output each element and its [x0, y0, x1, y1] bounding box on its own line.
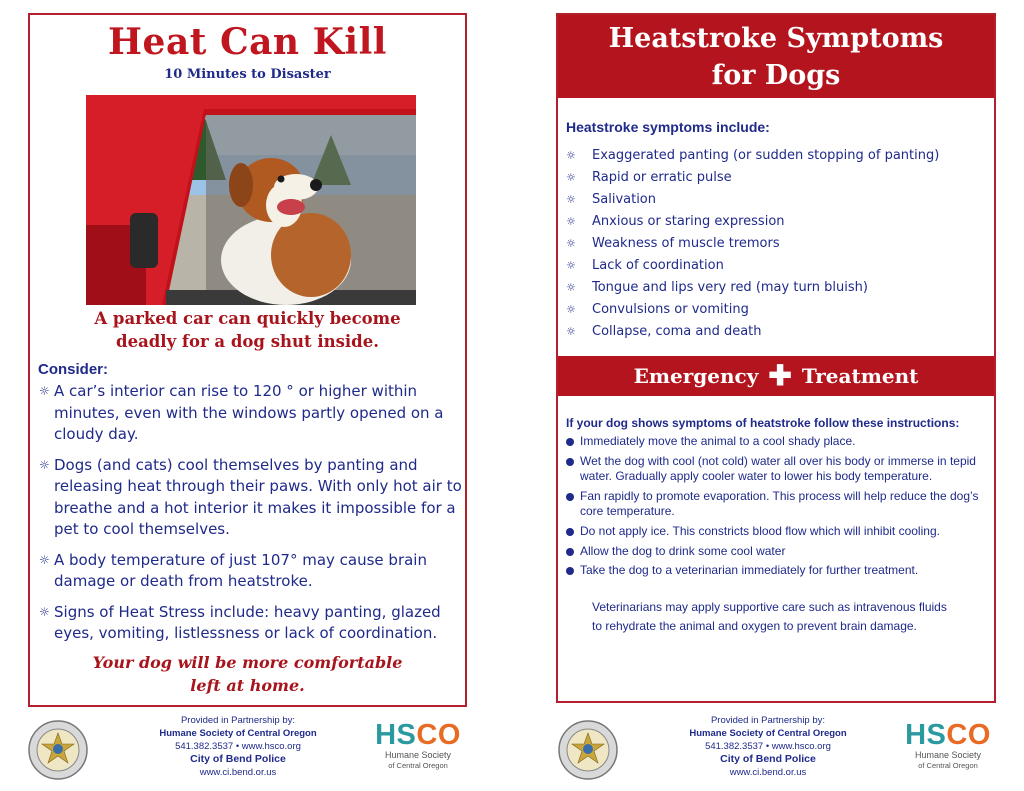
provided-label: Provided in Partnership by:: [710, 715, 826, 726]
tip-text: Dogs (and cats) cool themselves by panting and releasing heat through their paws. With only hot air to breathe and a hot interior it makes it impossible for a pet to cool themselves.: [54, 455, 462, 538]
city-name: City of Bend Police: [720, 753, 816, 765]
treatment-steps-list: [566, 434, 990, 583]
closing-line-1: Your dog will be more comfortable: [92, 653, 403, 672]
tip-text: A car’s interior can rise to 120 ° or higher within minutes, even with the windows partly opened on a cloudy day.: [54, 382, 444, 443]
list-item: [566, 299, 986, 321]
city-url: www.ci.bend.or.us: [199, 767, 277, 778]
symptom-text: Tongue and lips very red (may turn bluish): [592, 280, 868, 295]
list-item: [566, 544, 990, 560]
symptom-text: Exaggerated panting (or sudden stopping of panting): [592, 148, 940, 163]
dog-in-car-photo: [86, 95, 416, 305]
list-item: [566, 145, 986, 167]
consider-label: Consider:: [38, 361, 109, 378]
header-line-1: Heatstroke Symptoms: [608, 23, 944, 54]
treatment-label: Treatment: [801, 364, 919, 388]
circle-sparkle-icon: ☼: [39, 457, 50, 472]
partnership-info: [658, 714, 878, 779]
list-item: [38, 602, 463, 645]
list-item: [566, 255, 986, 277]
list-item: [38, 455, 463, 541]
circle-sparkle-icon: ☼: [39, 552, 50, 567]
police-seal-icon: [28, 720, 88, 780]
right-footer: [548, 710, 1018, 788]
symptom-text: Lack of coordination: [592, 258, 724, 273]
circle-sparkle-icon: ☼: [566, 215, 576, 228]
filled-dot-icon: [566, 493, 574, 501]
circle-sparkle-icon: ☼: [566, 281, 576, 294]
step-text: Do not apply ice. This constricts blood flow which will inhibit cooling.: [580, 523, 940, 538]
filled-dot-icon: [566, 548, 574, 556]
consider-list: [38, 381, 463, 654]
filled-dot-icon: [566, 458, 574, 466]
circle-sparkle-icon: ☼: [566, 171, 576, 184]
city-url: www.ci.bend.or.us: [729, 767, 807, 778]
filled-dot-icon: [566, 438, 574, 446]
symptom-text: Anxious or staring expression: [592, 214, 785, 229]
left-subtitle: 10 Minutes to Disaster: [164, 67, 331, 82]
list-item: [38, 381, 463, 446]
plus-icon: ✚: [768, 359, 792, 392]
left-title: Heat Can Kill: [108, 21, 387, 63]
filled-dot-icon: [566, 528, 574, 536]
veterinarian-note: [592, 598, 982, 636]
provided-label: Provided in Partnership by:: [180, 715, 296, 726]
heatstroke-symptoms-panel: [556, 13, 996, 703]
circle-sparkle-icon: ☼: [566, 325, 576, 338]
hsco-logo-letters: HSCO: [905, 719, 991, 751]
header-line-2: for Dogs: [711, 60, 841, 91]
step-text: Take the dog to a veterinarian immediately for further treatment.: [580, 563, 919, 578]
list-item: [566, 321, 986, 343]
partnership-info: [128, 714, 348, 779]
caption-line-1: A parked car can quickly become: [94, 309, 401, 328]
symptom-text: Convulsions or vomiting: [592, 302, 749, 317]
list-item: [566, 454, 990, 485]
org-name: Humane Society of Central Oregon: [159, 728, 317, 739]
list-item: [566, 489, 990, 520]
circle-sparkle-icon: ☼: [566, 259, 576, 272]
symptom-text: Rapid or erratic pulse: [592, 170, 732, 185]
city-name: City of Bend Police: [190, 753, 286, 765]
list-item: [566, 277, 986, 299]
symptom-text: Weakness of muscle tremors: [592, 236, 780, 251]
hsco-logo-letters: HSCO: [375, 719, 461, 751]
symptoms-heading: Heatstroke symptoms include:: [566, 119, 770, 135]
symptoms-header: [558, 15, 994, 98]
contact-line: 541.382.3537 • www.hsco.org: [705, 741, 831, 752]
step-text: Wet the dog with cool (not cold) water all over his body or immerse in tepid water. Gradually apply cooler water to lower his body temperature.: [580, 453, 976, 484]
list-item: [566, 189, 986, 211]
list-item: [566, 167, 986, 189]
closing-message: [30, 651, 465, 697]
list-item: [566, 211, 986, 233]
circle-sparkle-icon: ☼: [566, 237, 576, 250]
list-item: [566, 563, 990, 579]
symptom-text: Salivation: [592, 192, 657, 207]
hsco-logo-sub: of Central Oregon: [918, 761, 978, 770]
caption-line-2: deadly for a dog shut inside.: [116, 332, 379, 351]
list-item: [38, 550, 463, 593]
hsco-logo: [893, 720, 1003, 770]
circle-sparkle-icon: ☼: [566, 193, 576, 206]
tip-text: A body temperature of just 107° may cause brain damage or death from heatstroke.: [54, 550, 427, 590]
org-name: Humane Society of Central Oregon: [689, 728, 847, 739]
left-footer: [18, 710, 488, 788]
circle-sparkle-icon: ☼: [39, 604, 50, 619]
emergency-label: Emergency: [633, 364, 759, 388]
vet-note-line-2: to rehydrate the animal and oxygen to prevent brain damage.: [592, 619, 917, 633]
list-item: [566, 233, 986, 255]
hsco-logo: [363, 720, 473, 770]
vet-note-line-1: Veterinarians may apply supportive care such as intravenous fluids: [592, 600, 947, 614]
step-text: Allow the dog to drink some cool water: [580, 543, 786, 558]
closing-line-2: left at home.: [190, 676, 305, 695]
step-text: Immediately move the animal to a cool shady place.: [580, 434, 856, 448]
dog-in-car-image: [86, 95, 416, 305]
heat-can-kill-panel: [28, 13, 467, 707]
circle-sparkle-icon: ☼: [566, 149, 576, 162]
emergency-treatment-bar: [558, 356, 994, 396]
circle-sparkle-icon: ☼: [39, 384, 50, 398]
list-item: [566, 524, 990, 540]
symptom-text: Collapse, coma and death: [592, 324, 762, 339]
symptoms-list: [566, 145, 986, 343]
photo-caption: [30, 307, 465, 353]
step-text: Fan rapidly to promote evaporation. This process will help reduce the dog’s core temperature.: [580, 488, 979, 519]
filled-dot-icon: [566, 567, 574, 575]
list-item: [566, 434, 990, 450]
tip-text: Signs of Heat Stress include: heavy panting, glazed eyes, vomiting, listlessness or lack of coordination.: [54, 602, 441, 642]
contact-line: 541.382.3537 • www.hsco.org: [175, 741, 301, 752]
instructions-heading: If your dog shows symptoms of heatstroke follow these instructions:: [566, 416, 960, 430]
hsco-logo-name: Humane Society: [914, 750, 982, 760]
hsco-logo-sub: of Central Oregon: [388, 761, 448, 770]
hsco-logo-name: Humane Society: [384, 750, 452, 760]
circle-sparkle-icon: ☼: [566, 303, 576, 316]
police-seal-icon: [558, 720, 618, 780]
